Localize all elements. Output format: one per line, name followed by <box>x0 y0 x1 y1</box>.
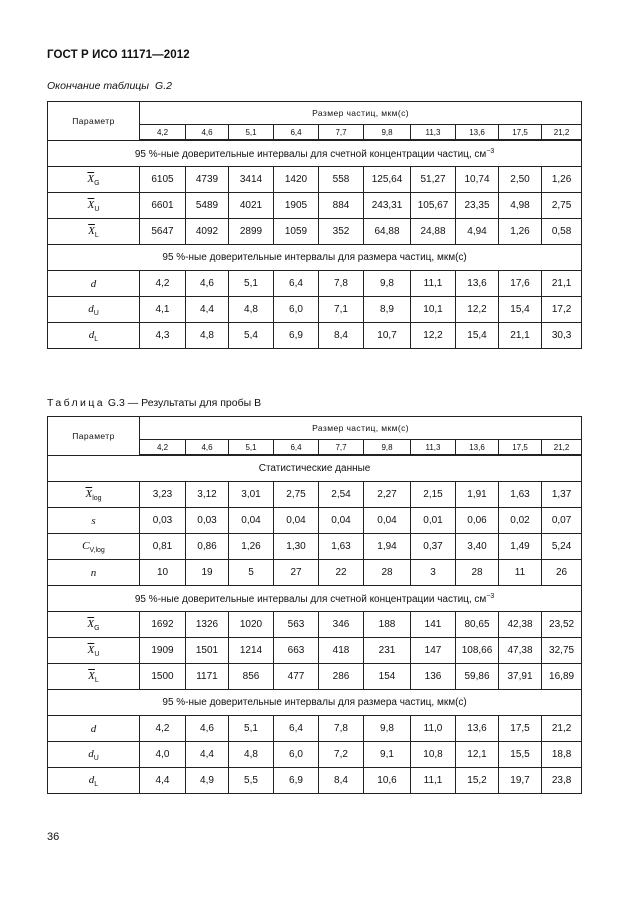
parameter-symbol: d <box>88 747 94 760</box>
value-cell: 28 <box>364 560 411 586</box>
value-cell: 5,1 <box>229 716 274 742</box>
value-cell: 856 <box>229 664 274 690</box>
parameter-cell <box>48 193 140 219</box>
value-cell: 1501 <box>186 638 229 664</box>
value-cell: 7,8 <box>319 271 364 297</box>
value-cell: 1,26 <box>499 219 542 245</box>
value-cell: 19 <box>186 560 229 586</box>
value-cell: 558 <box>319 167 364 193</box>
parameter-symbol: $\overline{X}$ <box>87 172 95 185</box>
table1-caption-number: G.2 <box>155 80 172 92</box>
particle-size-header: Размер частиц, мкм(с) <box>140 417 582 440</box>
value-cell: 6105 <box>140 167 186 193</box>
value-cell: 2,27 <box>364 482 411 508</box>
parameter-symbol: $\overline{X}$ <box>88 669 95 682</box>
header-row <box>48 417 582 440</box>
table-row <box>48 560 582 586</box>
parameter-subscript: G <box>94 624 100 632</box>
parameter-subscript: U <box>94 650 100 658</box>
section-title-text: Статистические данные <box>258 463 371 474</box>
value-cell: 13,6 <box>456 716 499 742</box>
value-cell: 0,04 <box>229 508 274 534</box>
table-body <box>48 140 582 349</box>
value-cell: 6,0 <box>274 297 319 323</box>
section-title-text: 95 %-ные доверительные интервалы для размера частиц, мкм(с) <box>162 252 467 263</box>
value-cell: 286 <box>319 664 364 690</box>
table-row <box>48 534 582 560</box>
value-cell: 6,0 <box>274 742 319 768</box>
value-cell: 12,2 <box>456 297 499 323</box>
parameter-cell <box>48 534 140 560</box>
value-cell: 7,8 <box>319 716 364 742</box>
parameter-cell <box>48 638 140 664</box>
size-header-cell: 7,7 <box>319 440 364 456</box>
value-cell: 1,26 <box>542 167 582 193</box>
table-row <box>48 508 582 534</box>
size-header-cell: 21,2 <box>542 125 582 141</box>
value-cell: 3,40 <box>456 534 499 560</box>
value-cell: 0,81 <box>140 534 186 560</box>
value-cell: 136 <box>411 664 456 690</box>
parameter-cell <box>48 768 140 794</box>
parameter-cell <box>48 482 140 508</box>
value-cell: 15,2 <box>456 768 499 794</box>
size-header-cell: 4,6 <box>186 125 229 141</box>
value-cell: 4,6 <box>186 271 229 297</box>
section-title <box>48 455 582 482</box>
section-title-exponent: −3 <box>486 592 495 600</box>
value-cell: 30,3 <box>542 323 582 349</box>
value-cell: 352 <box>319 219 364 245</box>
parameter-cell <box>48 508 140 534</box>
value-cell: 1,37 <box>542 482 582 508</box>
section-title <box>48 245 582 271</box>
parameter-header: Параметр <box>48 417 140 456</box>
parameter-cell <box>48 612 140 638</box>
value-cell: 1420 <box>274 167 319 193</box>
value-cell: 4739 <box>186 167 229 193</box>
parameter-cell <box>48 167 140 193</box>
table-row <box>48 664 582 690</box>
size-header-cell: 13,6 <box>456 125 499 141</box>
value-cell: 4,3 <box>140 323 186 349</box>
value-cell: 19,7 <box>499 768 542 794</box>
value-cell: 4021 <box>229 193 274 219</box>
parameter-subscript: L <box>94 231 99 239</box>
document-header: ГОСТ Р ИСО 11171—2012 <box>47 49 190 61</box>
results-table-sample-b <box>47 416 582 794</box>
value-cell: 15,4 <box>456 323 499 349</box>
parameter-cell <box>48 323 140 349</box>
size-header-cell: 5,1 <box>229 125 274 141</box>
value-cell: 4,6 <box>186 716 229 742</box>
size-header-cell: 13,6 <box>456 440 499 456</box>
table-row <box>48 716 582 742</box>
value-cell: 4,98 <box>499 193 542 219</box>
value-cell: 5,5 <box>229 768 274 794</box>
value-cell: 4,2 <box>140 271 186 297</box>
value-cell: 1,49 <box>499 534 542 560</box>
table-row <box>48 482 582 508</box>
value-cell: 2,15 <box>411 482 456 508</box>
parameter-symbol: s <box>91 514 96 527</box>
size-header-cell: 17,5 <box>499 125 542 141</box>
value-cell: 10,7 <box>364 323 411 349</box>
value-cell: 0,58 <box>542 219 582 245</box>
value-cell: 4,4 <box>186 742 229 768</box>
value-cell: 418 <box>319 638 364 664</box>
value-cell: 28 <box>456 560 499 586</box>
size-header-cell: 4,2 <box>140 440 186 456</box>
parameter-symbol: $\overline{X}$ <box>87 617 95 630</box>
parameter-symbol: d <box>90 722 97 735</box>
value-cell: 10,1 <box>411 297 456 323</box>
table-row <box>48 638 582 664</box>
table2-caption <box>47 397 261 409</box>
value-cell: 51,27 <box>411 167 456 193</box>
value-cell: 4,4 <box>140 768 186 794</box>
parameter-cell <box>48 219 140 245</box>
value-cell: 22 <box>319 560 364 586</box>
size-header-cell: 11,3 <box>411 125 456 141</box>
size-header-cell: 21,2 <box>542 440 582 456</box>
value-cell: 1500 <box>140 664 186 690</box>
value-cell: 0,04 <box>364 508 411 534</box>
value-cell: 27 <box>274 560 319 586</box>
table-row <box>48 768 582 794</box>
value-cell: 1,63 <box>319 534 364 560</box>
section-row <box>48 140 582 167</box>
value-cell: 0,07 <box>542 508 582 534</box>
section-row <box>48 245 582 271</box>
section-title <box>48 586 582 612</box>
value-cell: 4092 <box>186 219 229 245</box>
particle-size-header: Размер частиц, мкм(с) <box>140 102 582 125</box>
value-cell: 23,52 <box>542 612 582 638</box>
value-cell: 1,30 <box>274 534 319 560</box>
table-row <box>48 219 582 245</box>
parameter-subscript: U <box>94 205 100 213</box>
size-header-cell: 6,4 <box>274 125 319 141</box>
value-cell: 663 <box>274 638 319 664</box>
value-cell: 10,74 <box>456 167 499 193</box>
value-cell: 5489 <box>186 193 229 219</box>
value-cell: 2,54 <box>319 482 364 508</box>
value-cell: 3,01 <box>229 482 274 508</box>
value-cell: 1020 <box>229 612 274 638</box>
parameter-cell <box>48 664 140 690</box>
table-row <box>48 167 582 193</box>
value-cell: 0,01 <box>411 508 456 534</box>
value-cell: 2,50 <box>499 167 542 193</box>
value-cell: 8,4 <box>319 768 364 794</box>
parameter-subscript: L <box>94 780 99 788</box>
value-cell: 80,65 <box>456 612 499 638</box>
value-cell: 4,9 <box>186 768 229 794</box>
size-header-cell: 6,4 <box>274 440 319 456</box>
table-row <box>48 742 582 768</box>
parameter-subscript: U <box>93 754 99 762</box>
value-cell: 10,6 <box>364 768 411 794</box>
value-cell: 5,24 <box>542 534 582 560</box>
value-cell: 108,66 <box>456 638 499 664</box>
parameter-subscript: log <box>92 494 102 502</box>
value-cell: 346 <box>319 612 364 638</box>
value-cell: 0,06 <box>456 508 499 534</box>
value-cell: 11,0 <box>411 716 456 742</box>
value-cell: 17,2 <box>542 297 582 323</box>
value-cell: 4,1 <box>140 297 186 323</box>
value-cell: 11 <box>499 560 542 586</box>
table2-caption-label: Таблица <box>47 397 105 409</box>
parameter-symbol: d <box>88 328 95 341</box>
value-cell: 32,75 <box>542 638 582 664</box>
table1-caption-text: Окончание таблицы <box>47 80 150 92</box>
value-cell: 7,1 <box>319 297 364 323</box>
size-header-cell: 11,3 <box>411 440 456 456</box>
value-cell: 6,9 <box>274 323 319 349</box>
parameter-cell <box>48 297 140 323</box>
table-row <box>48 271 582 297</box>
value-cell: 7,2 <box>319 742 364 768</box>
parameter-cell <box>48 716 140 742</box>
table-row <box>48 193 582 219</box>
size-header-cell: 4,2 <box>140 125 186 141</box>
section-title <box>48 690 582 716</box>
value-cell: 1171 <box>186 664 229 690</box>
value-cell: 231 <box>364 638 411 664</box>
value-cell: 0,03 <box>186 508 229 534</box>
value-cell: 4,0 <box>140 742 186 768</box>
value-cell: 18,8 <box>542 742 582 768</box>
value-cell: 0,04 <box>274 508 319 534</box>
value-cell: 0,86 <box>186 534 229 560</box>
section-title-text: 95 %-ные доверительные интервалы для размера частиц, мкм(с) <box>162 697 467 708</box>
value-cell: 9,8 <box>364 716 411 742</box>
table-row <box>48 612 582 638</box>
value-cell: 21,1 <box>499 323 542 349</box>
value-cell: 884 <box>319 193 364 219</box>
parameter-header: Параметр <box>48 102 140 141</box>
value-cell: 5,1 <box>229 271 274 297</box>
parameter-symbol: $\overline{X}$ <box>88 224 95 237</box>
size-header-cell: 7,7 <box>319 125 364 141</box>
parameter-subscript: L <box>94 335 99 343</box>
value-cell: 5,4 <box>229 323 274 349</box>
value-cell: 1326 <box>186 612 229 638</box>
value-cell: 12,1 <box>456 742 499 768</box>
value-cell: 59,86 <box>456 664 499 690</box>
value-cell: 125,64 <box>364 167 411 193</box>
parameter-symbol: $\overline{X}$ <box>85 487 93 500</box>
value-cell: 6,4 <box>274 271 319 297</box>
value-cell: 21,1 <box>542 271 582 297</box>
value-cell: 13,6 <box>456 271 499 297</box>
value-cell: 1,91 <box>456 482 499 508</box>
value-cell: 11,1 <box>411 271 456 297</box>
value-cell: 0,37 <box>411 534 456 560</box>
value-cell: 1059 <box>274 219 319 245</box>
value-cell: 4,8 <box>229 297 274 323</box>
parameter-symbol: d <box>88 773 95 786</box>
value-cell: 3,23 <box>140 482 186 508</box>
value-cell: 5647 <box>140 219 186 245</box>
parameter-symbol: d <box>90 277 97 290</box>
section-row <box>48 455 582 482</box>
parameter-subscript: V,log <box>89 546 105 554</box>
value-cell: 11,1 <box>411 768 456 794</box>
parameter-cell <box>48 271 140 297</box>
value-cell: 154 <box>364 664 411 690</box>
parameter-symbol: d <box>88 302 94 315</box>
value-cell: 4,8 <box>229 742 274 768</box>
value-cell: 4,2 <box>140 716 186 742</box>
parameter-symbol: C <box>82 539 90 552</box>
value-cell: 1,94 <box>364 534 411 560</box>
value-cell: 2,75 <box>542 193 582 219</box>
section-title <box>48 140 582 167</box>
size-header-cell: 9,8 <box>364 125 411 141</box>
page-number: 36 <box>47 831 60 843</box>
value-cell: 8,4 <box>319 323 364 349</box>
value-cell: 12,2 <box>411 323 456 349</box>
value-cell: 105,67 <box>411 193 456 219</box>
value-cell: 6601 <box>140 193 186 219</box>
value-cell: 16,89 <box>542 664 582 690</box>
value-cell: 1,63 <box>499 482 542 508</box>
value-cell: 1,26 <box>229 534 274 560</box>
value-cell: 42,38 <box>499 612 542 638</box>
value-cell: 10 <box>140 560 186 586</box>
value-cell: 1905 <box>274 193 319 219</box>
value-cell: 141 <box>411 612 456 638</box>
table2-caption-title: G.3 — Результаты для пробы В <box>107 397 262 409</box>
value-cell: 6,9 <box>274 768 319 794</box>
value-cell: 2899 <box>229 219 274 245</box>
value-cell: 21,2 <box>542 716 582 742</box>
value-cell: 23,35 <box>456 193 499 219</box>
value-cell: 4,94 <box>456 219 499 245</box>
value-cell: 26 <box>542 560 582 586</box>
value-cell: 64,88 <box>364 219 411 245</box>
value-cell: 9,1 <box>364 742 411 768</box>
value-cell: 15,4 <box>499 297 542 323</box>
value-cell: 3,12 <box>186 482 229 508</box>
table1-caption <box>47 80 172 92</box>
value-cell: 8,9 <box>364 297 411 323</box>
value-cell: 5 <box>229 560 274 586</box>
parameter-cell <box>48 560 140 586</box>
value-cell: 37,91 <box>499 664 542 690</box>
value-cell: 15,5 <box>499 742 542 768</box>
value-cell: 0,02 <box>499 508 542 534</box>
parameter-subscript: L <box>94 676 99 684</box>
value-cell: 1692 <box>140 612 186 638</box>
value-cell: 188 <box>364 612 411 638</box>
section-title-text: 95 %-ные доверительные интервалы для счетной концентрации частиц, см <box>134 148 487 160</box>
value-cell: 47,38 <box>499 638 542 664</box>
value-cell: 24,88 <box>411 219 456 245</box>
section-title-exponent: −3 <box>486 147 495 155</box>
table-row <box>48 323 582 349</box>
size-header-cell: 17,5 <box>499 440 542 456</box>
section-title-text: 95 %-ные доверительные интервалы для счетной концентрации частиц, см <box>134 593 487 605</box>
parameter-symbol: $\overline{X}$ <box>87 643 95 656</box>
value-cell: 147 <box>411 638 456 664</box>
value-cell: 17,6 <box>499 271 542 297</box>
parameter-symbol: $\overline{X}$ <box>87 198 95 211</box>
section-row <box>48 690 582 716</box>
value-cell: 10,8 <box>411 742 456 768</box>
value-cell: 2,75 <box>274 482 319 508</box>
parameter-symbol: n <box>90 566 97 579</box>
value-cell: 23,8 <box>542 768 582 794</box>
value-cell: 1214 <box>229 638 274 664</box>
value-cell: 477 <box>274 664 319 690</box>
value-cell: 1909 <box>140 638 186 664</box>
size-header-cell: 5,1 <box>229 440 274 456</box>
results-table-continued <box>47 101 582 349</box>
value-cell: 4,8 <box>186 323 229 349</box>
value-cell: 6,4 <box>274 716 319 742</box>
value-cell: 0,04 <box>319 508 364 534</box>
section-row <box>48 586 582 612</box>
value-cell: 243,31 <box>364 193 411 219</box>
value-cell: 4,4 <box>186 297 229 323</box>
value-cell: 563 <box>274 612 319 638</box>
value-cell: 3414 <box>229 167 274 193</box>
parameter-subscript: U <box>93 309 99 317</box>
header-row <box>48 102 582 125</box>
size-header-cell: 9,8 <box>364 440 411 456</box>
table-header <box>48 417 582 456</box>
value-cell: 0,03 <box>140 508 186 534</box>
table-body <box>48 455 582 794</box>
value-cell: 3 <box>411 560 456 586</box>
table-row <box>48 297 582 323</box>
parameter-subscript: G <box>94 179 100 187</box>
value-cell: 17,5 <box>499 716 542 742</box>
size-header-cell: 4,6 <box>186 440 229 456</box>
parameter-cell <box>48 742 140 768</box>
table-header <box>48 102 582 141</box>
value-cell: 9,8 <box>364 271 411 297</box>
